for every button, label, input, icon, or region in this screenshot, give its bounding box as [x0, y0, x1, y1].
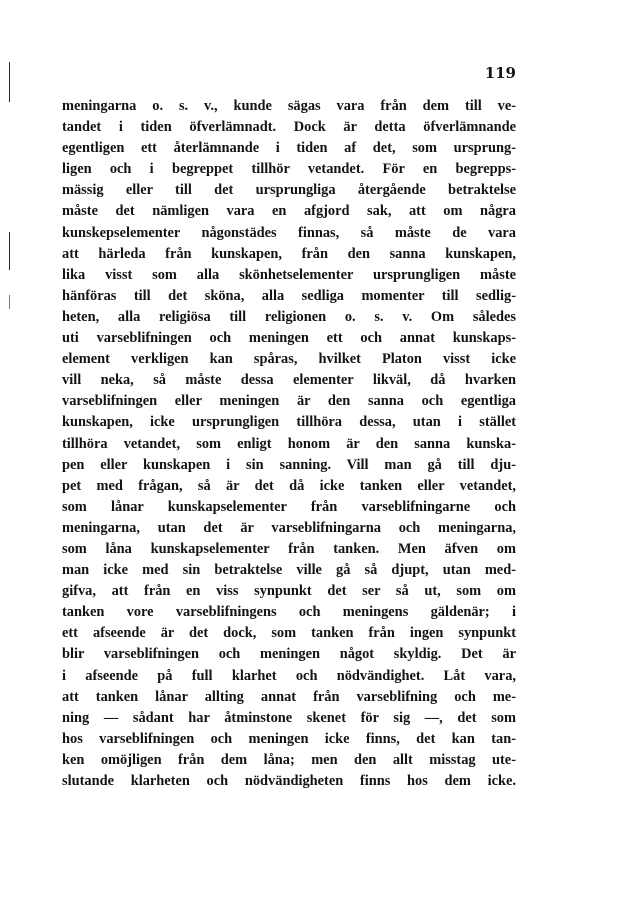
- text-line: lika visst som alla skönhetselementer ursprungligen måste: [62, 266, 516, 283]
- margin-mark: [9, 295, 10, 309]
- body-text: [62, 96, 516, 792]
- margin-mark: [9, 62, 10, 102]
- text-line: heten, alla religiösa till religionen o. s. v. Om således: [62, 308, 516, 325]
- text-line: vill neka, så måste dessa elementer likväl, då hvarken: [62, 372, 516, 389]
- text-line: man icke med sin betraktelse ville gå så djupt, utan med-: [62, 562, 516, 579]
- text-line: meningarna o. s. v., kunde sägas vara från dem till ve-: [62, 98, 516, 114]
- text-line: hos varseblifningen och meningen icke finns, det kan tan-: [62, 730, 516, 747]
- text-line: tandet i tiden öfverlämnadt. Dock är detta öfverlämnande: [62, 119, 516, 136]
- text-line: att tanken lånar allting annat från varseblifning och me-: [62, 688, 516, 705]
- text-line: i afseende på full klarhet och nödvändighet. Låt vara,: [62, 667, 516, 684]
- text-line: tanken vore varseblifningens och meningens gäldenär; i: [62, 604, 516, 621]
- margin-mark: [9, 232, 10, 270]
- text-line: varseblifningen eller meningen är den sanna och egentliga: [62, 393, 516, 410]
- text-line: som lånar kunskapselementer från varseblifningarne och: [62, 498, 516, 515]
- text-line: uti varseblifningen och meningen ett och annat kunskaps-: [62, 330, 516, 347]
- text-line: ligen och i begreppet tillhör vetandet. För en begrepps-: [62, 161, 516, 178]
- text-line: kunskapen, icke ursprungligen tillhöra dessa, utan i stället: [62, 414, 516, 431]
- text-line: gifva, att från en viss synpunkt det ser så ut, som om: [62, 583, 516, 600]
- text-line: pen eller kunskapen i sin sanning. Vill man gå till dju-: [62, 456, 516, 473]
- text-line: meningarna, utan det är varseblifningarna och meningarna,: [62, 519, 516, 536]
- text-line: som låna kunskapselementer från tanken. Men äfven om: [62, 540, 516, 557]
- text-line: måste det nämligen vara en afgjord sak, att om några: [62, 203, 516, 220]
- text-line: ning — sådant har åtminstone skenet för sig —, det som: [62, 709, 516, 726]
- text-line: att härleda från kunskapen, från den sanna kunskapen,: [62, 245, 516, 262]
- text-line: kunskepselementer någonstädes finnas, så måste de vara: [62, 224, 516, 241]
- text-line: slutande klarheten och nödvändigheten finns hos dem icke.: [62, 773, 516, 789]
- text-line: mässig eller till det ursprungliga återgående betraktelse: [62, 182, 516, 199]
- text-line: ken omöjligen från dem låna; men den allt misstag ute-: [62, 751, 516, 768]
- text-line: hänföras till det sköna, alla sedliga momenter till sedlig-: [62, 287, 516, 304]
- text-line: egentligen ett återlämnande i tiden af det, som ursprung-: [62, 140, 516, 157]
- text-line: tillhöra vetandet, som enligt honom är den sanna kunska-: [62, 435, 516, 452]
- text-line: element verkligen kan spåras, hvilket Platon visst icke: [62, 351, 516, 368]
- page-number: 119: [484, 64, 516, 82]
- text-line: ett afseende är det dock, som tanken från ingen synpunkt: [62, 625, 516, 642]
- text-line: pet med frågan, så är det då icke tanken eller vetandet,: [62, 477, 516, 494]
- text-line: blir varseblifningen och meningen något skyldig. Det är: [62, 646, 516, 663]
